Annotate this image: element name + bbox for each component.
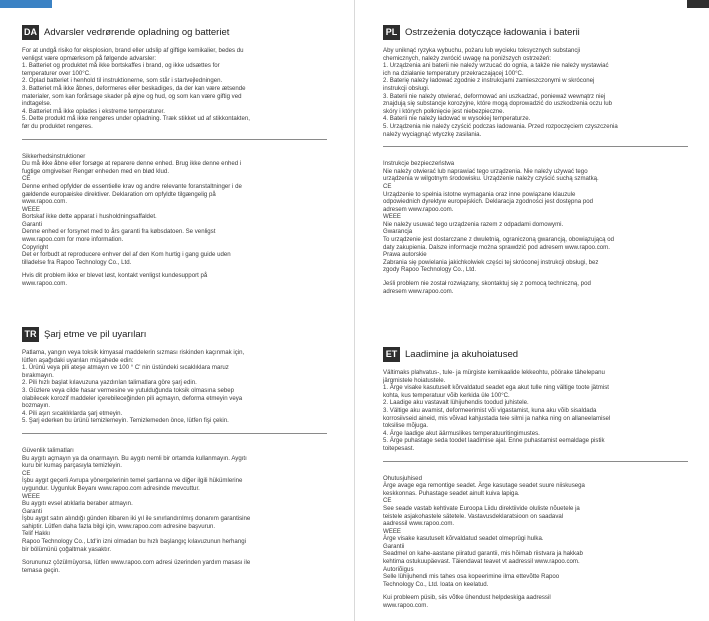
text-line: Rapoo Technology Co., Ltd'in izni olmadan bu hızlı başlangıç kılavuzunun herhangi [22, 538, 246, 546]
text-line: Du må ikke åbne eller forsøge at reparere denne enhed. Brug ikke denne enhed i [22, 160, 242, 168]
text-line: keskkonnas. Puhastage seadet ainult kuiva lapiga. [383, 489, 520, 497]
text-line: 5. Urządzenia nie należy czyścić podczas ładowania. Przed rozpoczęciem czyszczenia [383, 122, 618, 130]
text-line: bir bölümünü çoğaltmak yasaktır. [22, 545, 112, 553]
text-line: 1. Ürünü veya pili ateşe atmayın ve 100 ° C' nin üstündeki sıcaklıklara maruz [22, 364, 229, 372]
text-line: zgody Rapoo Technology Co., Ltd. [383, 266, 477, 274]
text-line: sahiptir. Lütfen daha fazla bilgi için, www.rapoo.com adresine başvurun. [22, 522, 216, 530]
text-line: instrukcji obsługi. [383, 84, 430, 92]
text-line: bırakmayın. [22, 371, 54, 379]
text-line: Zabrania się powielania jakichkolwiek części tej skróconej instrukcji obsługi, bez [383, 258, 599, 266]
text-line: 5. Şarj ederken bu ürünü temizlemeyin. Temizlemeden önce, lütfen fişi çekin. [22, 417, 229, 425]
text-line: 2. Oplad batteriet i henhold til instruktionerne, som står i startvejledningen. [22, 77, 223, 85]
text-line: toitepesast. [383, 444, 415, 452]
section-rule [22, 433, 327, 434]
text-line: Seadmel on kahe-aastane piiratud garantii, mis hõimab riistvara ja hakkab [383, 550, 583, 558]
top-corner-bar [687, 0, 709, 8]
column-divider [354, 0, 355, 621]
text-line: Garanti [22, 220, 42, 228]
text-line: gældende europæiske direktiver. Deklaration om opfyldte tilgængelig på [22, 190, 216, 198]
text-line: 3. Vältige aku avamist, deformeerimist või vigastamist, kuna aku võib sisaldada [383, 406, 597, 414]
text-line: Nie należy otwierać lub naprawiać tego urządzenia. Nie należy używać tego [383, 167, 588, 175]
safety-instructions [383, 475, 701, 589]
text-line: Autoriõigus [383, 565, 414, 573]
text-line: Ohutusjuhised [383, 474, 422, 482]
battery-warnings [22, 47, 340, 131]
text-line: Jeśli problem nie został rozwiązany, skontaktuj się z pomocą techniczną, pod [383, 280, 591, 288]
text-line: Hvis dit problem ikke er blevet løst, kontakt venligst kundesupport på [22, 272, 208, 280]
text-line: 5. Ärge puhastage seda toodet laadimise ajal. Enne puhastamist eemaldage pistik [383, 437, 605, 445]
text-line: 4. Pili aşırı sıcaklıklarda şarj etmeyin. [22, 409, 123, 417]
safety-instructions [383, 160, 701, 274]
text-line: korrosiivseid aineid, mis võivad kahjustada teie silmi ja nahka ning on allaneelamisel [383, 414, 611, 422]
text-line: WEEE [22, 205, 40, 213]
section-title: Şarj etme ve pil uyarıları [44, 329, 147, 340]
language-badge: PL [383, 25, 400, 40]
text-line: Copyright [22, 243, 49, 251]
text-line: Patlama, yangın veya toksik kimyasal maddelerin sızması riskinden kaçınmak için, [22, 349, 245, 356]
text-line: Ärge visake kasutuselt kõrvaldatud seadet olmeprügi hulka. [383, 535, 544, 543]
text-line: Telif Hakkı [22, 530, 51, 538]
language-badge: ET [383, 347, 400, 362]
text-line: Selle lühijuhendi mis tahes osa kopeerimine ilma ettevõtte Rapoo [383, 573, 560, 581]
text-line: CE [22, 175, 31, 183]
section-pl [383, 24, 701, 295]
text-line: uygundur. Uygunluk Beyanı www.rapoo.com adresinde mevcuttur. [22, 484, 200, 492]
text-line: Bortskaf ikke dette apparat i husholdningsaffaldet. [22, 213, 157, 221]
text-line: venligst være opmærksom på følgende advarsler: [22, 54, 157, 62]
text-line: 3. Batteriet må ikke åbnes, deformeres eller beskadiges, da der kan være ætsende [22, 84, 246, 92]
text-line: Nie należy usuwać tego urządzenia razem z odpadami domowymi. [383, 220, 564, 228]
text-line: Det er forbudt at reproducere enhver del af den Kom hurtig i gang guide uden [22, 251, 231, 259]
battery-warnings [383, 369, 701, 453]
text-line: Güvenlik talimatları [22, 446, 74, 454]
text-line: CE [383, 182, 392, 190]
text-line: Instrukcje bezpieczeństwa [383, 160, 455, 168]
text-line: Bu aygıtı evsel atıklarla beraber atmayın. [22, 500, 133, 508]
text-line: See seade vastab kehtivate Euroopa Liidu direktiivide oluliste nõuetele ja [383, 504, 580, 512]
text-line: Garanti [22, 507, 42, 515]
section-title: Advarsler vedrørende opladning og batteriet [44, 27, 230, 38]
text-line: Urządzenie to spełnia istotne wymagania oraz inne powiązane klauzule [383, 190, 576, 198]
section-rule [383, 461, 688, 462]
text-line: Aby uniknąć ryzyka wybuchu, pożaru lub wycieku toksycznych substancji [383, 47, 581, 54]
text-line: Sorununuz çözülmüyorsa, lütfen www.rapoo.com adresi üzerinden yardım masası ile [22, 559, 251, 567]
support-note [383, 280, 701, 295]
text-line: tilladelse fra Rapoo Technology Co., Ltd. [22, 258, 132, 266]
text-line: fugtige omgivelser Rengør enheden med en blød klud. [22, 167, 170, 175]
safety-instructions [22, 447, 340, 553]
section-header [22, 24, 340, 41]
text-line: 4. Ärge laadige akut äärmuslikes temperatuuritingimustes. [383, 429, 540, 437]
text-line: järgmistele hoiatustele. [383, 376, 446, 384]
text-line: adresem www.rapoo.com. [383, 205, 454, 213]
text-line: lütfen aşağıdaki uyarıları müşahede edin: [22, 356, 134, 364]
text-line: ich na działanie temperatury przekraczającej 100°C. [383, 69, 524, 77]
text-line: olabilecek korozif maddeler içerebileceğinden pili açmayın, deforma etmeyin veya [22, 394, 243, 402]
text-line: adresem www.rapoo.com. [383, 287, 454, 295]
text-line: www.rapoo.com for more information. [22, 236, 124, 244]
text-line: aadressil www.rapoo.com. [383, 520, 455, 528]
text-line: temasa geçin. [22, 566, 60, 574]
support-note [22, 559, 340, 574]
text-line: Denne enhed er forsynet med to års garanti fra købsdatoen. Se venligst [22, 228, 216, 236]
text-line: 4. Batteriet må ikke oplades i ekstreme temperaturer. [22, 107, 165, 115]
text-line: 3. Güzlere veya cilde hasar vermesine ve yutulduğunda toksik olmasına sebep [22, 386, 235, 394]
text-line: Prawa autorskie [383, 251, 427, 259]
section-rule [383, 146, 688, 147]
text-line: Kui probleem püsib, siis võtke ühendust helpdeskiga aadressil [383, 594, 551, 602]
text-line: 2. Pili hızlı başlat kılavuzuna yazdırılan talimatlara göre şarj edin. [22, 379, 197, 387]
battery-warnings [22, 349, 340, 425]
text-line: kehtima ostukuupäevast. Täiendavat teavet vt aadressil www.rapoo.com. [383, 558, 580, 566]
text-line: znajdują się substancje korozyjne, które mogą doprowadzić do uszkodzenia oczu lub [383, 100, 612, 108]
text-line: Denne enhed opfylder de essentielle krav og andre relevante foranstaltninger i de [22, 182, 242, 190]
section-title: Laadimine ja akuhoiatused [405, 349, 519, 360]
section-title: Ostrzeżenia dotyczące ładowania i baterii [405, 27, 580, 38]
text-line: Vältimaks plahvatus-, tule- ja mürgiste kemikaalide lekkeohtu, pöörake tähelepanu [383, 369, 605, 376]
text-line: odpowiednich dyrektyw europejskich. Deklaracja zgodności jest dostępna pod [383, 198, 594, 206]
text-line: 4. Baterii nie należy ładować w wysokiej temperaturze. [383, 115, 531, 123]
text-line: Ärge avage ega remontige seadet. Ärge kasutage seadet suure niiskusega [383, 482, 585, 490]
battery-warnings [383, 47, 701, 138]
text-line: før du produktet rengøres. [22, 122, 93, 130]
section-da [22, 24, 340, 288]
text-line: 5. Dette produkt må ikke rengøres under opladning. Træk stikket ud af stikkontakten, [22, 115, 250, 123]
text-line: Bu aygıtı açmayın ya da onarmayın. Bu aygıtı nemli bir ortamda kullanmayın. Aygıtı [22, 454, 247, 462]
text-line: Garantii [383, 542, 405, 550]
text-line: urządzenia w wilgotnym środowisku. Urządzenie należy czyścić suchą szmatką. [383, 175, 599, 183]
text-line: www.rapoo.com. [22, 198, 68, 206]
text-line: İşbu aygıt satın alındığı günden itibaren iki yıl ile sınırlandırılmış donanım garantisine [22, 515, 251, 523]
section-et [383, 346, 701, 610]
text-line: Gwarancja [383, 228, 413, 236]
safety-instructions [22, 153, 340, 267]
text-line: daty zakupienia. Dalsze informacje można sprawdzić pod adresem www.rapoo.com. [383, 243, 610, 251]
text-line: należy wyciągnąć wtyczkę zasilania. [383, 130, 482, 138]
text-line: skóry i których połknięcie jest niebezpieczne. [383, 107, 505, 115]
text-line: chemicznych, należy zwrócić uwagę na poniższych ostrzeżeń: [383, 54, 551, 62]
section-rule [22, 139, 327, 140]
language-badge: DA [22, 25, 39, 40]
support-note [22, 272, 340, 287]
text-line: teistele asjakohastele sätetele. Vastavusdeklaratsioon on saadaval [383, 512, 564, 520]
section-header [383, 24, 701, 41]
top-accent-bar [0, 0, 52, 8]
text-line: WEEE [383, 527, 401, 535]
section-tr [22, 326, 340, 574]
text-line: indtagelse. [22, 100, 52, 108]
text-line: CE [22, 469, 31, 477]
text-line: WEEE [22, 492, 40, 500]
text-line: toksilise mõjuga. [383, 422, 429, 430]
text-line: CE [383, 497, 392, 505]
text-line: 1. Ärge visake kasutuselt kõrvaldatud seadet ega akut tulle ning vältige toote jätmist [383, 384, 609, 392]
section-header [383, 346, 701, 363]
text-line: materialer, som kan forårsage skader på øjne og hud, og som kan være giftig ved [22, 92, 242, 100]
text-line: kuru bir kumaş parçasıyla temizleyin. [22, 462, 122, 470]
text-line: www.rapoo.com. [22, 280, 68, 288]
text-line: www.rapoo.com. [383, 602, 429, 610]
text-line: 2. Baterię należy ładować zgodnie z instrukcjami zamieszczonymi w skróconej [383, 77, 595, 85]
text-line: temperaturer over 100°C. [22, 69, 91, 77]
text-line: Sikkerhedsinstruktioner [22, 152, 86, 160]
text-line: 3. Baterii nie należy otwierać, deformować ani uszkadzać, ponieważ wewnątrz niej [383, 92, 606, 100]
section-header [22, 326, 340, 343]
text-line: To urządzenie jest dostarczane z dwuletnią, ograniczoną gwarancją, obowiązującą od [383, 236, 615, 244]
text-line: 1. Batteriet og produktet må ikke bortskaffes i brand, og ikke udsættes for [22, 62, 220, 70]
text-line: bozmayın. [22, 402, 51, 410]
support-note [383, 594, 701, 609]
text-line: kohta, kus temperatuur võib kerkida üle 100°C. [383, 391, 510, 399]
text-line: Technology Co., Ltd. loata on keelatud. [383, 580, 489, 588]
text-line: İşbu aygıt geçerli Avrupa yönergelerinin temel şartlarına ve diğer ilgili hükümlerine [22, 477, 243, 485]
language-badge: TR [22, 327, 39, 342]
text-line: 2. Laadige aku vastavalt lühijuhendis toodud juhistele. [383, 399, 529, 407]
text-line: WEEE [383, 213, 401, 221]
text-line: 1. Urządzenia ani baterii nie należy wrzucać do ognia, a także nie należy wystawiać [383, 62, 609, 70]
text-line: For at undgå risiko for eksplosion, brand eller udslip af giftige kemikalier, bedes du [22, 47, 244, 54]
